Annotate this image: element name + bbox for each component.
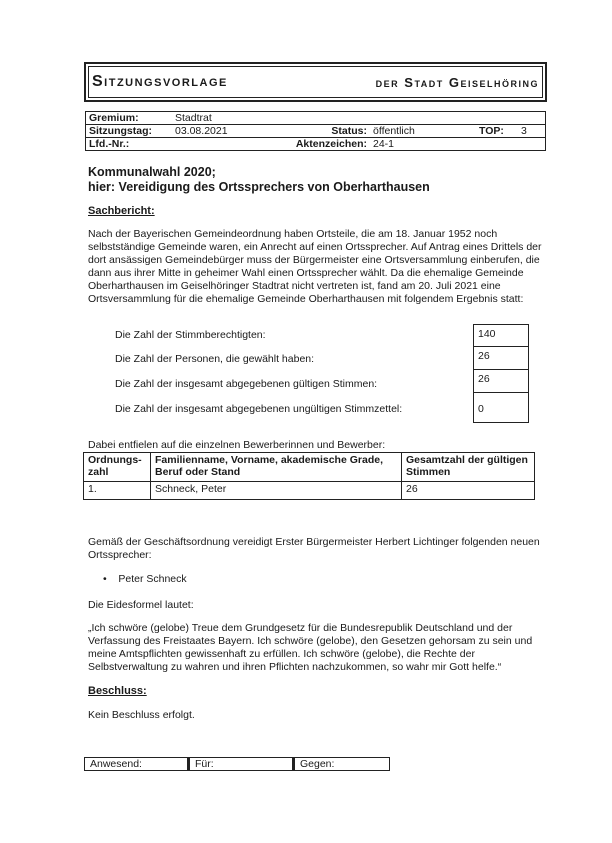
gremium-label: Gremium: <box>86 112 173 125</box>
aktenzeichen-value: 24-1 <box>370 138 546 151</box>
sachbericht-text: Nach der Bayerischen Gemeindeordnung haben Ortsteile, die am 18. Januar 1952 noch selbstständige Gemeinde waren, ein Anrecht auf einen Ortssprecher. Auf Antrag eines Drittels der dort ansässigen Gemeindebürger muss der Bürgermeister eine Ortsversammlung einberufen, die dann aus ihrer Mitte in geheimer Wahl einen Ortssprecher wählt. Da die ehemalige Gemeinde Oberharthausen im Geiselhöringer Stadtrat nicht vertreten ist, fand am 20. Juli 2021 eine Ortsversammlung für die ehemalige Gemeinde Oberharthausen mit folgendem Ergebnis statt: <box>88 228 542 305</box>
bullet-name: Peter Schneck <box>118 573 187 585</box>
fuer-field: Für: <box>189 758 294 771</box>
agenda-title <box>88 165 558 195</box>
top-value: 3 <box>518 125 546 138</box>
sachbericht-heading: Sachbericht: <box>88 205 155 217</box>
issuer-name: der Stadt Geiselhöring <box>375 74 539 90</box>
table-row <box>84 482 535 500</box>
vote-label-gueltig: Die Zahl der insgesamt abgegebenen gültigen Stimmen: <box>115 378 378 390</box>
beschluss-heading: Beschluss: <box>88 685 147 697</box>
anwesend-field: Anwesend: <box>85 758 189 771</box>
status-value: öffentlich <box>370 125 476 138</box>
footer-table <box>84 757 390 771</box>
header-stimmen: Gesamtzahl der gültigen Stimmen <box>402 453 535 482</box>
title-line-1: Kommunalwahl 2020; <box>88 165 216 179</box>
document-type-title: Sitzungsvorlage <box>92 73 228 90</box>
meta-row-gremium <box>86 112 546 125</box>
gegen-field: Gegen: <box>294 758 390 771</box>
vote-label-gewaehlt: Die Zahl der Personen, die gewählt haben: <box>115 353 315 365</box>
eid-intro: Die Eidesformel lautet: <box>88 599 194 611</box>
candidates-intro: Dabei entfielen auf die einzelnen Bewerberinnen und Bewerber: <box>88 439 386 451</box>
vereidigung-text: Gemäß der Geschäftsordnung vereidigt Erster Bürgermeister Herbert Lichtinger folgenden neuen Ortssprecher: <box>88 536 540 561</box>
header-name: Familienname, Vorname, akademische Grade, Beruf oder Stand <box>151 453 402 482</box>
aktenzeichen-label: Aktenzeichen: <box>172 138 370 151</box>
gremium-value: Stadtrat <box>172 112 546 125</box>
sitzungstag-value: 03.08.2021 <box>172 125 316 138</box>
bullet-dot-icon: • <box>103 573 107 585</box>
candidates-header-row <box>84 453 535 482</box>
bullet-item <box>103 573 187 585</box>
vote-value-stimmberechtigte: 140 <box>473 324 529 347</box>
candidate-name: Schneck, Peter <box>151 482 402 500</box>
meta-table <box>85 111 546 151</box>
meta-row-sitzungstag <box>86 125 546 138</box>
vote-label-stimmberechtigte: Die Zahl der Stimmberechtigten: <box>115 329 266 341</box>
lfd-label: Lfd.-Nr.: <box>86 138 173 151</box>
candidates-table <box>83 452 535 500</box>
footer-row <box>85 758 390 771</box>
header-banner <box>84 62 547 102</box>
status-label: Status: <box>316 125 370 138</box>
candidate-nr: 1. <box>84 482 151 500</box>
header-ordnungszahl: Ordnungs-zahl <box>84 453 151 482</box>
sitzungstag-label: Sitzungstag: <box>86 125 173 138</box>
vote-label-ungueltig: Die Zahl der insgesamt abgegebenen ungültigen Stimmzettel: <box>115 403 403 415</box>
vote-value-gewaehlt: 26 <box>473 347 529 370</box>
candidate-votes: 26 <box>402 482 535 500</box>
vote-value-gueltig: 26 <box>473 370 529 393</box>
vote-value-ungueltig: 0 <box>473 393 529 423</box>
top-label: TOP: <box>476 125 518 138</box>
beschluss-text: Kein Beschluss erfolgt. <box>88 709 195 721</box>
meta-row-lfd <box>86 138 546 151</box>
eid-text: „Ich schwöre (gelobe) Treue dem Grundgesetz für die Bundesrepublik Deutschland und der Verfassung des Freistaates Bayern. Ich schwöre (gelobe), den Gesetzen gehorsam zu sein und meine Amtspflichten gewissenhaft zu erfüllen. Ich schwöre (gelobe), die Rechte der Selbstverwaltung zu wahren und ihren Pflichten nachzukommen, so wahr mir Gott helfe.“ <box>88 622 533 673</box>
title-line-2: hier: Vereidigung des Ortssprechers von Oberharthausen <box>88 180 430 194</box>
